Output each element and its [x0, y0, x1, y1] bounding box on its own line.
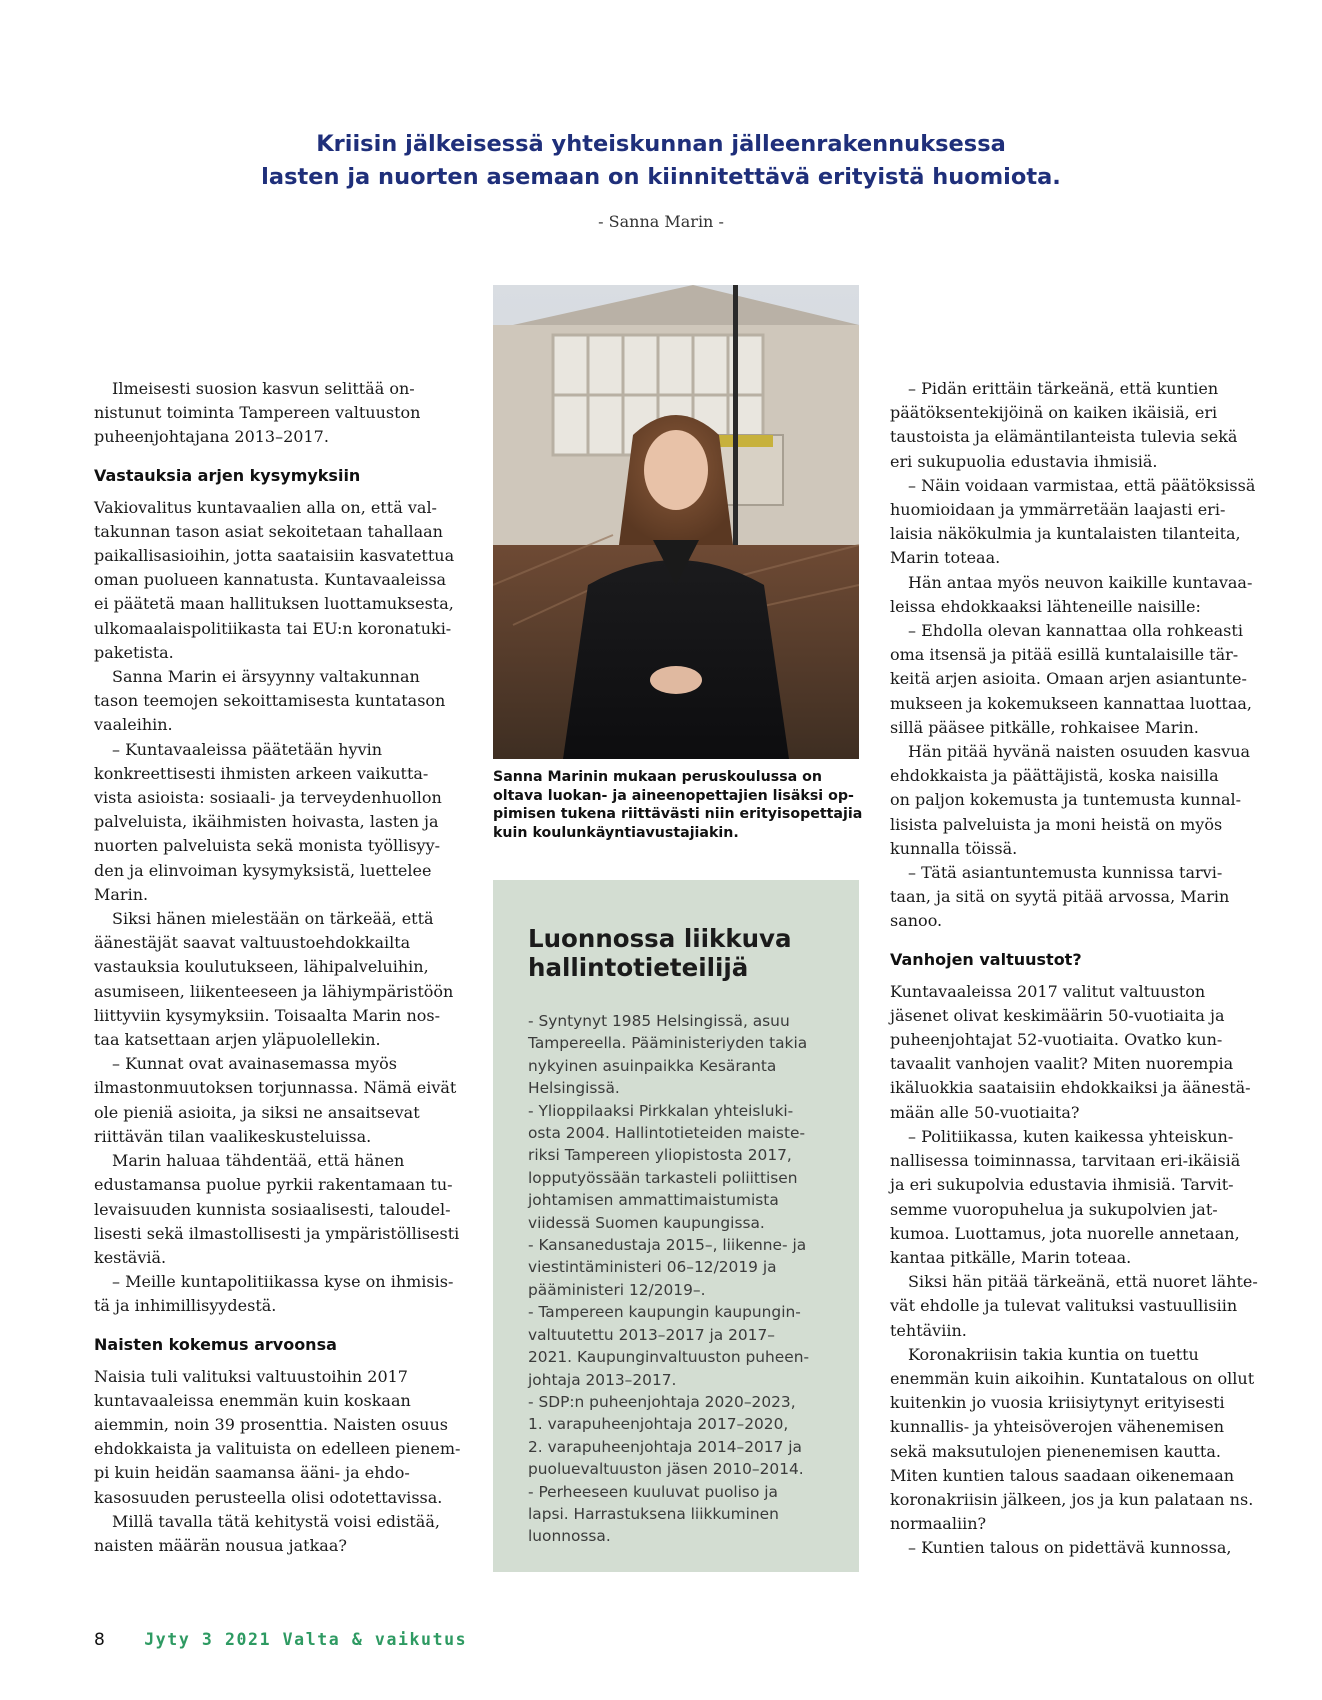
factbox-line: pääministeri 12/2019–.	[528, 1280, 706, 1299]
text-line: sillä pääsee pitkälle, rohkaisee Marin.	[890, 717, 1199, 737]
text-line: leissa ehdokkaaksi lähteneille naisille:	[890, 596, 1201, 616]
factbox-line: - Tampereen kaupungin kaupungin-	[528, 1303, 801, 1322]
factbox-line: valtuutettu 2013–2017 ja 2017–	[528, 1325, 775, 1344]
text-line: ulkomaalaispolitiikasta tai EU:n koronatuki-	[94, 618, 452, 638]
text-line: sanoo.	[890, 911, 943, 931]
quote-line: Kriisin jälkeisessä yhteiskunnan jälleenrakennuksessa	[316, 131, 1006, 157]
text-line: Marin haluaa tähdentää, että hänen	[112, 1151, 405, 1171]
factbox-title-line: hallintotieteilijä	[528, 953, 749, 982]
text-line: tavaalit vanhojen vaalit? Miten nuorempia	[890, 1054, 1234, 1074]
text-line: kunnalla töissä.	[890, 838, 1018, 858]
text-line: ole pieniä asioita, ja siksi ne ansaitsevat	[94, 1102, 420, 1122]
subheading: Vanhojen valtuustot?	[890, 949, 1082, 969]
pull-quote	[0, 128, 1322, 231]
factbox-title-line: Luonnossa liikkuva	[528, 924, 792, 953]
text-line: kestäviä.	[94, 1247, 167, 1267]
text-line: kuntavaaleissa enemmän kuin koskaan	[94, 1390, 411, 1410]
text-line: levaisuuden kunnista sosiaalisesti, taloudel-	[94, 1199, 451, 1219]
left-column	[94, 377, 464, 1558]
factbox-line: johtamisen ammattimaistumista	[528, 1191, 779, 1210]
text-line: laisia näkökulmia ja kuntalaisten tilanteita,	[890, 524, 1241, 544]
text-line: taan, ja sitä on syytä pitää arvossa, Marin	[890, 887, 1230, 907]
quote-line: lasten ja nuorten asemaan on kiinnitettävä erityistä huomiota.	[261, 164, 1061, 190]
text-line: – Ehdolla olevan kannattaa olla rohkeasti	[908, 621, 1243, 641]
text-line: edustamansa puolue pyrkii rakentamaan tu-	[94, 1175, 453, 1195]
text-line: kuitenkin jo vuosia kriisiytynyt erityisesti	[890, 1393, 1225, 1413]
text-line: ja eri sukupolvia edustavia ihmisiä. Tarvit-	[890, 1175, 1234, 1195]
factbox-line: nykyinen asuinpaikka Kesäranta	[528, 1056, 777, 1075]
text-line: nistunut toiminta Tampereen valtuuston	[94, 403, 421, 423]
subheading: Vastauksia arjen kysymyksiin	[94, 465, 361, 485]
factbox-line: Helsingissä.	[528, 1079, 620, 1098]
text-line: – Kuntien talous on pidettävä kunnossa,	[908, 1538, 1232, 1558]
text-line: pi kuin heidän saamansa ääni- ja ehdo-	[94, 1463, 410, 1483]
text-line: Sanna Marin ei ärsyynny valtakunnan	[112, 667, 420, 687]
caption-line: pimisen tukena riittävästi niin erityisopettajia	[493, 806, 863, 822]
text-line: mään alle 50-vuotiaita?	[890, 1102, 1080, 1122]
text-line: vät ehdolle ja tulevat valituksi vastuullisiin	[890, 1296, 1238, 1316]
factbox-line: puoluevaltuuston jäsen 2010–2014.	[528, 1460, 804, 1479]
factbox-line: Tampereella. Pääministeriyden takia	[528, 1034, 808, 1053]
factbox-line: - Ylioppilaaksi Pirkkalan yhteisluki-	[528, 1101, 794, 1120]
factbox-line: - Syntynyt 1985 Helsingissä, asuu	[528, 1012, 790, 1030]
text-line: Vakiovalitus kuntavaalien alla on, että val-	[94, 497, 437, 517]
text-line: puheenjohtajat 52-vuotiaita. Ovatko kun-	[890, 1030, 1223, 1050]
factbox-text	[528, 1010, 859, 1548]
text-line: äänestäjät saavat valtuustoehdokkailta	[94, 933, 411, 953]
text-line: Siksi hänen mielestään on tärkeää, että	[112, 909, 434, 929]
text-line: palveluista, ikäihmisten hoivasta, lasten ja	[94, 812, 439, 832]
text-line: ikäluokkia saataisiin ehdokkaiksi ja äänestä-	[890, 1078, 1251, 1098]
text-line: normaaliin?	[890, 1514, 987, 1534]
text-line: vaaleihin.	[94, 715, 173, 735]
portrait-photo	[493, 285, 859, 759]
text-line: Hän pitää hyvänä naisten osuuden kasvua	[908, 742, 1251, 762]
text-line: eri sukupuolia edustavia ihmisiä.	[890, 451, 1158, 471]
text-line: sekä maksutulojen pienenemisen kautta.	[890, 1441, 1221, 1461]
text-line: – Kunnat ovat avainasemassa myös	[112, 1054, 397, 1074]
text-line: – Pidän erittäin tärkeänä, että kuntien	[908, 379, 1219, 398]
text-line: Ilmeisesti suosion kasvun selittää on-	[112, 379, 415, 398]
factbox-line: lopputyössään tarkasteli poliittisen	[528, 1168, 798, 1187]
text-line: koronakriisin jälkeen, jos ja kun palataan ns.	[890, 1489, 1254, 1509]
factbox-line: johtaja 2013–2017.	[528, 1370, 677, 1389]
right-column	[890, 377, 1260, 1561]
factbox	[493, 880, 859, 1572]
quote-attribution: - Sanna Marin -	[598, 212, 724, 231]
text-line: Siksi hän pitää tärkeänä, että nuoret lähte-	[908, 1272, 1258, 1292]
text-line: takunnan tason asiat sekoitetaan tahallaan	[94, 521, 443, 541]
text-line: asumiseen, liikenteeseen ja lähiympäristöön	[94, 981, 454, 1001]
text-line: ehdokkaista ja päättäjistä, koska naisilla	[890, 766, 1219, 786]
caption-line: kuin koulunkäyntiavustajiakin.	[493, 824, 739, 841]
text-line: konkreettisesti ihmisten arkeen vaikutta-	[94, 763, 429, 783]
factbox-line: viidessä Suomen kaupungissa.	[528, 1213, 765, 1232]
text-line: Koronakriisin takia kuntia on tuettu	[908, 1344, 1199, 1364]
text-line: ei päätetä maan hallituksen luottamuksesta,	[94, 594, 454, 614]
magazine-issue: Jyty 3 2021 Valta & vaikutus	[144, 1630, 468, 1649]
text-line: semme vuoropuhelua ja sukupolvien jat-	[890, 1199, 1218, 1219]
factbox-line: luonnossa.	[528, 1527, 611, 1546]
text-line: keitä arjen asioita. Omaan arjen asiantunte-	[890, 669, 1247, 689]
text-line: lisesti sekä ilmastollisesti ja ympäristöllisesti	[94, 1223, 460, 1243]
factbox-line: 1. varapuheenjohtaja 2017–2020,	[528, 1415, 789, 1434]
text-line: – Kuntavaaleissa päätetään hyvin	[112, 739, 383, 759]
text-line: päätöksentekijöinä on kaiken ikäisiä, eri	[890, 403, 1218, 423]
text-line: vista asioista: sosiaali- ja terveydenhuollon	[94, 788, 442, 808]
text-line: enemmän kuin aikoihin. Kuntatalous on ollut	[890, 1368, 1255, 1388]
text-line: puheenjohtajana 2013–2017.	[94, 427, 329, 447]
factbox-line: riksi Tampereen yliopistosta 2017,	[528, 1146, 792, 1165]
portrait-illustration	[493, 285, 859, 759]
page-number: 8	[94, 1630, 105, 1650]
text-line: Kuntavaaleissa 2017 valitut valtuuston	[890, 981, 1206, 1001]
text-line: Naisia tuli valituksi valtuustoihin 2017	[94, 1366, 408, 1386]
text-line: riittävän tilan vaalikeskusteluissa.	[94, 1126, 372, 1146]
factbox-line: 2. varapuheenjohtaja 2014–2017 ja	[528, 1437, 802, 1456]
text-line: Hän antaa myös neuvon kaikille kuntavaa-	[908, 572, 1253, 592]
text-line: on paljon kokemusta ja tuntemusta kunnal-	[890, 790, 1242, 810]
text-line: vastauksia koulutukseen, lähipalveluihin,	[94, 957, 429, 977]
text-line: ilmastonmuutoksen torjunnassa. Nämä eivät	[94, 1078, 457, 1098]
text-line: Marin.	[94, 884, 149, 904]
text-line: kunnallis- ja yhteisöverojen vähenemisen	[890, 1417, 1224, 1437]
text-line: Marin toteaa.	[890, 548, 1001, 568]
text-line: oman puolueen kannatusta. Kuntavaaleissa	[94, 570, 447, 590]
text-line: nuorten palveluista sekä monista työllisyy-	[94, 836, 441, 856]
factbox-line: 2021. Kaupunginvaltuuston puheen-	[528, 1348, 810, 1367]
text-line: nallisessa toiminnassa, tarvitaan eri-ikäisiä	[890, 1151, 1241, 1171]
text-line: kasosuuden perusteella olisi odotettavissa.	[94, 1487, 443, 1507]
text-line: paikallisasioihin, jotta saataisiin kasvatettua	[94, 546, 455, 566]
text-line: – Meille kuntapolitiikassa kyse on ihmisis-	[112, 1272, 454, 1292]
text-line: lisista palveluista ja moni heistä on myös	[890, 814, 1223, 834]
subheading: Naisten kokemus arvoonsa	[94, 1334, 337, 1354]
factbox-line: - Perheeseen kuuluvat puoliso ja	[528, 1482, 778, 1501]
factbox-line: - Kansanedustaja 2015–, liikenne- ja	[528, 1236, 807, 1255]
text-line: liittyviin kysymyksiin. Toisaalta Marin nos-	[94, 1005, 440, 1025]
text-line: tä ja inhimillisyydestä.	[94, 1296, 277, 1316]
text-line: den ja elinvoiman kysymyksistä, luettelee	[94, 860, 432, 880]
text-line: huomioidaan ja ymmärretään laajasti eri-	[890, 500, 1226, 520]
text-line: tehtäviin.	[890, 1320, 967, 1340]
factbox-line: viestintäministeri 06–12/2019 ja	[528, 1258, 777, 1277]
factbox-title	[528, 924, 859, 982]
text-line: paketista.	[94, 642, 174, 662]
text-line: oma itsensä ja pitää esillä kuntalaisille tär-	[890, 645, 1239, 665]
photo-caption	[493, 768, 863, 842]
text-line: – Tätä asiantuntemusta kunnissa tarvi-	[908, 863, 1223, 883]
text-line: mukseen ja kokemukseen kannattaa luottaa,	[890, 693, 1252, 713]
factbox-line: osta 2004. Hallintotieteiden maiste-	[528, 1124, 806, 1143]
factbox-line: - SDP:n puheenjohtaja 2020–2023,	[528, 1392, 796, 1411]
text-line: ehdokkaista ja valituista on edelleen pienem-	[94, 1439, 461, 1459]
text-line: aiemmin, noin 39 prosenttia. Naisten osuus	[94, 1414, 448, 1434]
text-line: kumoa. Luottamus, jota nuorelle annetaan,	[890, 1223, 1240, 1243]
factbox-line: lapsi. Harrastuksena liikkuminen	[528, 1504, 779, 1523]
text-line: Miten kuntien talous saadaan oikenemaan	[890, 1465, 1235, 1485]
text-line: Millä tavalla tätä kehitystä voisi edistää,	[112, 1511, 440, 1531]
caption-line: oltava luokan- ja aineenopettajien lisäksi op-	[493, 787, 854, 804]
text-line: taa katsettaan arjen yläpuolellekin.	[94, 1030, 381, 1050]
text-line: tason teemojen sekoittamisesta kuntatason	[94, 691, 446, 711]
text-line: – Näin voidaan varmistaa, että päätöksissä	[908, 475, 1256, 495]
text-line: jäsenet olivat keskimäärin 50-vuotiaita ja	[890, 1005, 1225, 1025]
text-line: naisten määrän nousua jatkaa?	[94, 1535, 347, 1555]
text-line: – Politiikassa, kuten kaikessa yhteiskun-	[908, 1126, 1234, 1146]
text-line: kantaa pitkälle, Marin toteaa.	[890, 1247, 1132, 1267]
caption-line: Sanna Marinin mukaan peruskoulussa on	[493, 769, 823, 785]
page-footer	[94, 1630, 467, 1650]
text-line: taustoista ja elämäntilanteista tulevia sekä	[890, 427, 1238, 447]
